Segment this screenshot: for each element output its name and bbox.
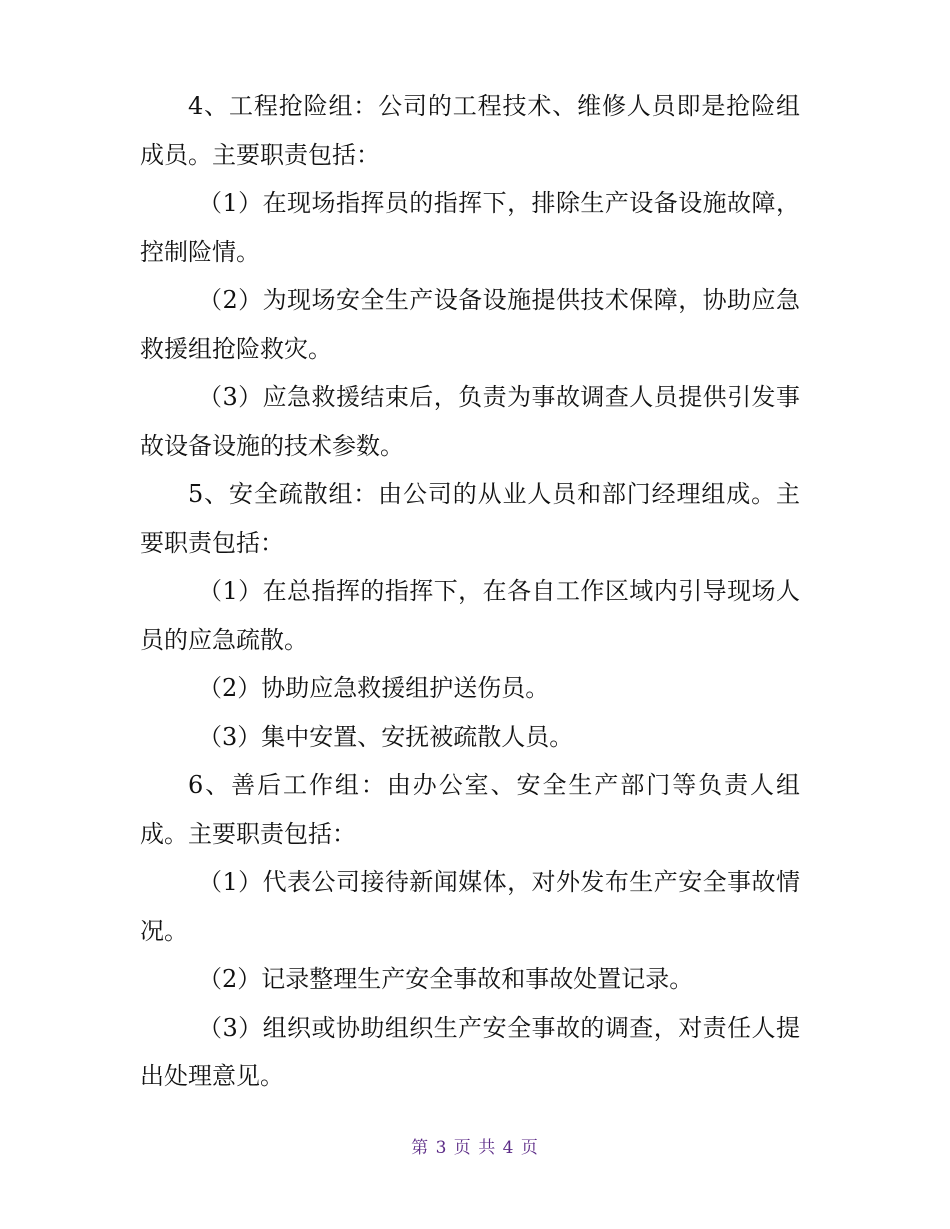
footer-suffix: 页 [520, 1138, 539, 1158]
page-footer [0, 1133, 950, 1158]
footer-middle: 页 共 [453, 1138, 497, 1158]
section-heading-6: 6、善后工作组：由办公室、安全生产部门等负责人组成。主要职责包括： [140, 771, 800, 848]
section-heading-4: 4、工程抢险组：公司的工程技术、维修人员即是抢险组成员。主要职责包括： [140, 92, 800, 169]
list-item: （3）集中安置、安抚被疏散人员。 [198, 722, 574, 751]
list-item: （1）在现场指挥员的指挥下，排除生产设备设施故障，控制险情。 [140, 189, 800, 266]
footer-page-number: 3 [435, 1138, 448, 1158]
list-item: （3）组织或协助组织生产安全事故的调查，对责任人提出处理意见。 [140, 1013, 800, 1090]
document-body [140, 82, 800, 1101]
list-item: （1）代表公司接待新闻媒体，对外发布生产安全事故情况。 [140, 868, 800, 945]
list-item: （1）在总指挥的指挥下，在各自工作区域内引导现场人员的应急疏散。 [140, 577, 800, 654]
list-item: （2）记录整理生产安全事故和事故处置记录。 [198, 965, 694, 993]
list-item: （2）为现场安全生产设备设施提供技术保障，协助应急救援组抢险救灾。 [140, 286, 800, 363]
section-heading-5: 5、安全疏散组：由公司的从业人员和部门经理组成。主要职责包括： [140, 480, 800, 557]
list-item: （2）协助应急救援组护送伤员。 [198, 674, 550, 702]
footer-total-pages: 4 [502, 1138, 515, 1158]
list-item: （3）应急救援结束后，负责为事故调查人员提供引发事故设备设施的技术参数。 [140, 383, 800, 460]
footer-prefix: 第 [411, 1138, 430, 1158]
